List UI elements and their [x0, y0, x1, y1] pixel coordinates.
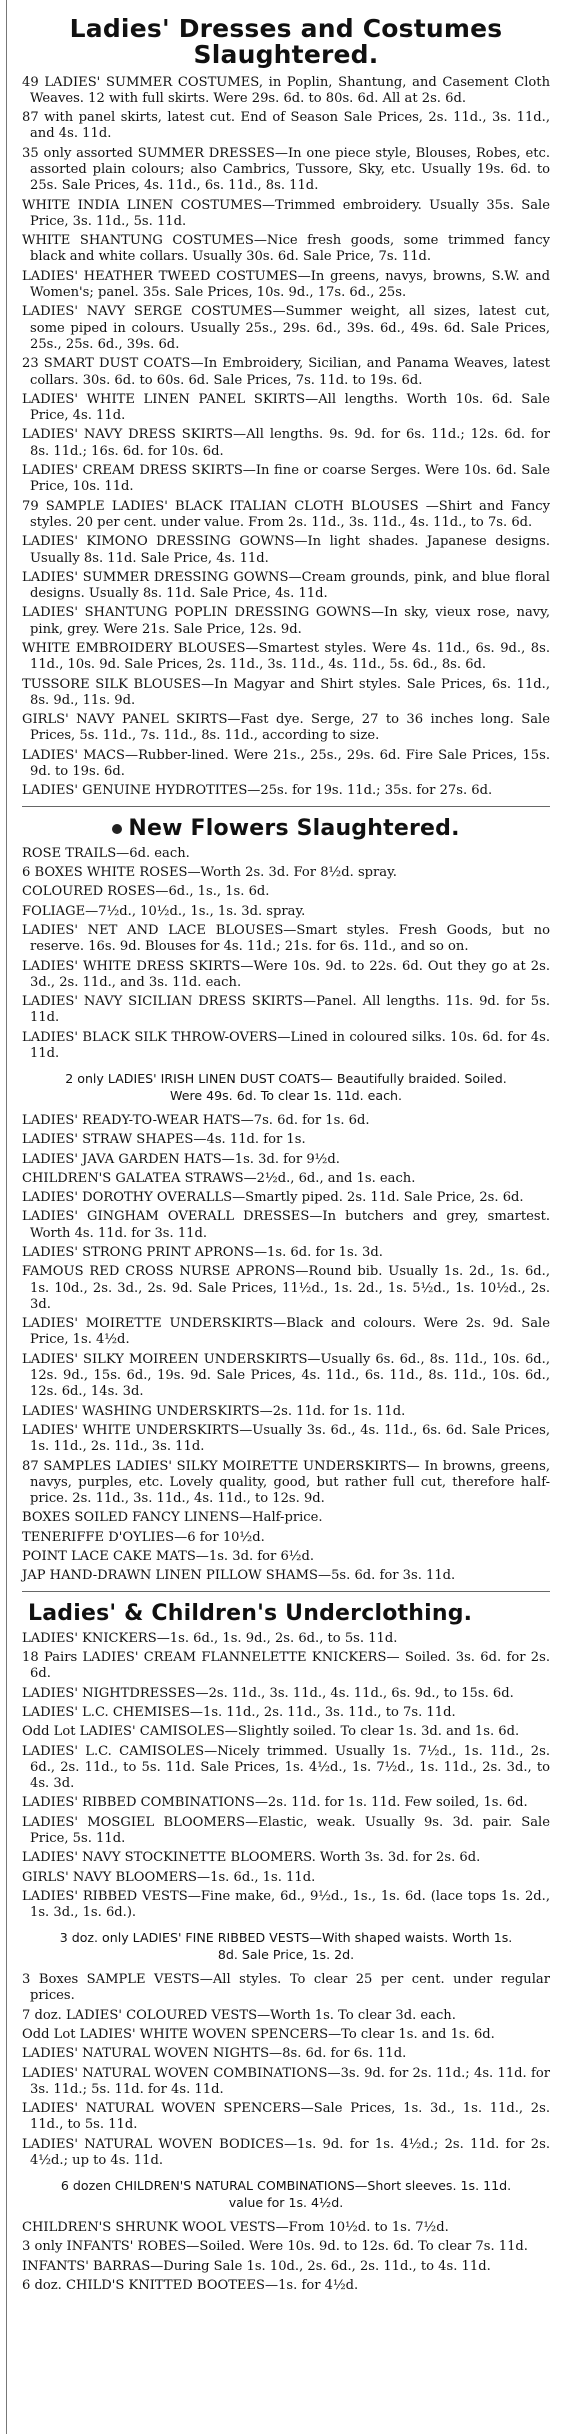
list-item: JAP HAND-DRAWN LINEN PILLOW SHAMS—5s. 6d. for 3s. 11d. [22, 1568, 456, 1584]
list-item: TENERIFFE D'OYLIES—6 for 10½d. [22, 1529, 265, 1545]
list-item: TUSSORE SILK BLOUSES—In Magyar and Shirt styles. Sale Prices, 6s. 11d., 8s. 9d., 11s. 9d. [22, 676, 550, 708]
list-item: LADIES' KIMONO DRESSING GOWNS—In light shades. Japanese designs. Usually 8s. 11d. Sale Price, 4s. 11d. [22, 534, 550, 566]
list-item: LADIES' STRONG PRINT APRONS—1s. 6d. for 1s. 3d. [22, 1245, 383, 1260]
sale-section [22, 16, 550, 800]
section-title-line: Slaughtered. [193, 40, 379, 70]
list-item: GIRLS' NAVY PANEL SKIRTS—Fast dye. Serge, 27 to 36 inches long. Sale Prices, 5s. 11d., 7s. 11d., 8s. 11d., according to size. [22, 712, 550, 744]
list-item: LADIES' NET AND LACE BLOUSES—Smart styles. Fresh Goods, but no reserve. 16s. 9d. Blouses for 4s. 11d.; 21s. for 6s. 11d., and so on. [22, 922, 550, 955]
list-item: Odd Lot LADIES' CAMISOLES—Slightly soiled. To clear 1s. 3d. and 1s. 6d. [22, 1724, 520, 1740]
section-title-line: Ladies' & Children's Underclothing. [28, 1600, 473, 1626]
list-item: LADIES' CREAM DRESS SKIRTS—In fine or coarse Serges. Were 10s. 6d. Sale Price, 10s. 11d. [22, 463, 550, 495]
list-item: LADIES' NATURAL WOVEN COMBINATIONS—3s. 9d. for 2s. 11d.; 4s. 11d. for 3s. 11d.; 5s. 11d. for 4s. 11d. [22, 2065, 550, 2097]
list-item: WHITE SHANTUNG COSTUMES—Nice fresh goods, some trimmed fancy black and white collars. Usually 30s. 6d. Sale Price, 7s. 11d. [22, 233, 550, 265]
item-list [22, 75, 550, 800]
list-item: 79 SAMPLE LADIES' BLACK ITALIAN CLOTH BLOUSES —Shirt and Fancy styles. 20 per cent. under value. From 2s. 11d., 3s. 11d., 4s. 11d., to 7s. 6d. [22, 498, 550, 530]
section-title-line: New Flowers Slaughtered. [128, 815, 460, 841]
list-item: LADIES' NIGHTDRESSES—2s. 11d., 3s. 11d., 4s. 11d., 6s. 9d., to 15s. 6d. [22, 1685, 514, 1701]
list-item: LADIES' L.C. CAMISOLES—Nicely trimmed. Usually 1s. 7½d., 1s. 11d., 2s. 6d., 2s. 11d., to 5s. 11d. Sale Prices, 1s. 4½d., 1s. 7½d., 1s. 11d., 2s. 3d., to 4s. 3d. [22, 1743, 550, 1792]
list-item: BOXES SOILED FANCY LINENS—Half-price. [22, 1510, 323, 1526]
list-item: LADIES' NATURAL WOVEN BODICES—1s. 9d. for 1s. 4½d.; 2s. 11d. for 2s. 4½d.; up to 4s. 11d. [22, 2136, 550, 2169]
featured-list-item: 2 only LADIES' IRISH LINEN DUST COATS— Beautifully braided. Soiled. Were 49s. 6d. To clear 1s. 11d. each. [65, 1071, 507, 1103]
list-item: LADIES' NAVY STOCKINETTE BLOOMERS. Worth 3s. 3d. for 2s. 6d. [22, 1850, 481, 1866]
bullet-dot-icon [112, 824, 122, 834]
list-item: Odd Lot LADIES' WHITE WOVEN SPENCERS—To clear 1s. and 1s. 6d. [22, 2026, 495, 2042]
list-item: 6 BOXES WHITE ROSES—Worth 2s. 3d. For 8½d. spray. [22, 865, 397, 881]
list-item: LADIES' WHITE LINEN PANEL SKIRTS—All lengths. Worth 10s. 6d. Sale Price, 4s. 11d. [22, 391, 550, 424]
list-item: WHITE INDIA LINEN COSTUMES—Trimmed embroidery. Usually 35s. Sale Price, 3s. 11d., 5s. 11d. [22, 197, 550, 229]
list-item: FAMOUS RED CROSS NURSE APRONS—Round bib. Usually 1s. 2d., 1s. 6d., 1s. 10d., 2s. 3d., 2s. 9d. Sale Prices, 11½d., 1s. 2d., 1s. 5½d., 1s. 10½d., 2s. 3d. [22, 1264, 550, 1312]
list-item: GIRLS' NAVY BLOOMERS—1s. 6d., 1s. 11d. [22, 1869, 316, 1885]
section-divider [22, 806, 550, 807]
list-item: FOLIAGE—7½d., 10½d., 1s., 1s. 3d. spray. [22, 903, 306, 919]
list-item: LADIES' MACS—Rubber-lined. Were 21s., 25s., 29s. 6d. Fire Sale Prices, 15s. 9d. to 19s. 6d. [22, 747, 550, 780]
section-title-line: Ladies' Dresses and Costumes [69, 14, 503, 43]
featured-list-item: 3 doz. only LADIES' FINE RIBBED VESTS—With shaped waists. Worth 1s. 8d. Sale Price, 1s. 2d. [59, 1930, 513, 1962]
section-title [22, 16, 550, 69]
list-item: LADIES' READY-TO-WEAR HATS—7s. 6d. for 1s. 6d. [22, 1112, 370, 1128]
list-item: CHILDREN'S SHRUNK WOOL VESTS—From 10½d. to 1s. 7½d. [22, 2219, 449, 2235]
list-item: LADIES' RIBBED VESTS—Fine make, 6d., 9½d., 1s., 1s. 6d. (lace tops 1s. 2d., 1s. 3d., 1s. 6d.). [22, 1888, 550, 1921]
list-item: ROSE TRAILS—6d. each. [22, 845, 190, 861]
list-item: 6 doz. CHILD'S KNITTED BOOTEES—1s. for 4½d. [22, 2277, 359, 2293]
sale-section [22, 806, 550, 1585]
list-item: POINT LACE CAKE MATS—1s. 3d. for 6½d. [22, 1549, 315, 1565]
featured-list-item: 6 dozen CHILDREN'S NATURAL COMBINATIONS—Short sleeves. 1s. 11d. value for 1s. 4½d. [60, 2178, 512, 2210]
list-item: INFANTS' BARRAS—During Sale 1s. 10d., 2s. 6d., 2s. 11d., to 4s. 11d. [22, 2258, 491, 2274]
list-item: 3 Boxes SAMPLE VESTS—All styles. To clear 25 per cent. under regular prices. [22, 1972, 550, 2004]
list-item: LADIES' WASHING UNDERSKIRTS—2s. 11d. for 1s. 11d. [22, 1403, 406, 1419]
list-item: LADIES' HEATHER TWEED COSTUMES—In greens, navys, browns, S.W. and Women's; panel. 35s. Sale Prices, 10s. 9d., 17s. 6d., 25s. [22, 268, 550, 301]
list-item: LADIES' NATURAL WOVEN SPENCERS—Sale Prices, 1s. 3d., 1s. 11d., 2s. 11d., to 5s. 11d. [22, 2101, 550, 2133]
list-item: 35 only assorted SUMMER DRESSES—In one piece style, Blouses, Robes, etc. assorted plain colours; also Cambrics, Tussore, Sky, etc. Usually 19s. 6d. to 25s. Sale Prices, 4s. 11d., 6s. 11d., 8s. 11d. [22, 145, 550, 194]
list-item: 7 doz. LADIES' COLOURED VESTS—Worth 1s. To clear 3d. each. [22, 2007, 456, 2023]
list-item: 87 SAMPLES LADIES' SILKY MOIRETTE UNDERSKIRTS— In browns, greens, navys, purples, etc. Lovely quality, good, but rather full cut, therefore half-price. 2s. 11d., 3s. 11d., 4s. 11d., to 12s. 9d. [22, 1458, 550, 1507]
list-item: LADIES' WHITE DRESS SKIRTS—Were 10s. 9d. to 22s. 6d. Out they go at 2s. 3d., 2s. 11d., and 3s. 11d. each. [22, 958, 550, 990]
list-item: LADIES' NAVY SICILIAN DRESS SKIRTS—Panel. All lengths. 11s. 9d. for 5s. 11d. [22, 994, 550, 1026]
list-item: LADIES' KNICKERS—1s. 6d., 1s. 9d., 2s. 6d., to 5s. 11d. [22, 1630, 398, 1646]
section-title [22, 817, 550, 840]
list-item: 3 only INFANTS' ROBES—Soiled. Were 10s. 9d. to 12s. 6d. To clear 7s. 11d. [22, 2239, 528, 2255]
list-item: LADIES' MOIRETTE UNDERSKIRTS—Black and colours. Were 2s. 9d. Sale Price, 1s. 4½d. [22, 1316, 550, 1348]
list-item: COLOURED ROSES—6d., 1s., 1s. 6d. [22, 884, 270, 900]
section-divider [22, 1591, 550, 1592]
list-item: 49 LADIES' SUMMER COSTUMES, in Poplin, Shantung, and Casement Cloth Weaves. 12 with full skirts. Were 29s. 6d. to 80s. 6d. All at 2s. 6d. [22, 74, 550, 106]
list-item: CHILDREN'S GALATEA STRAWS—2½d., 6d., and 1s. each. [22, 1170, 416, 1186]
list-item: LADIES' STRAW SHAPES—4s. 11d. for 1s. [22, 1132, 306, 1148]
list-item: LADIES' NATURAL WOVEN NIGHTS—8s. 6d. for 6s. 11d. [22, 2046, 407, 2062]
list-item: LADIES' SILKY MOIREEN UNDERSKIRTS—Usually 6s. 6d., 8s. 11d., 10s. 6d., 12s. 9d., 15s. 6d., 19s. 9d. Sale Prices, 4s. 11d., 6s. 11d., 8s. 11d., 10s. 6d., 12s. 6d., 14s. 3d. [22, 1351, 550, 1400]
list-item: LADIES' RIBBED COMBINATIONS—2s. 11d. for 1s. 11d. Few soiled, 1s. 6d. [22, 1795, 528, 1811]
item-list [22, 846, 550, 1585]
list-item: LADIES' NAVY DRESS SKIRTS—All lengths. 9s. 9d. for 6s. 11d.; 12s. 6d. for 8s. 11d.; 16s. 6d. for 10s. 6d. [22, 427, 550, 459]
item-list [22, 1631, 550, 2294]
sale-section [22, 1591, 550, 2294]
list-item: LADIES' GINGHAM OVERALL DRESSES—In butchers and grey, smartest. Worth 4s. 11d. for 3s. 11d. [22, 1209, 550, 1241]
list-item: 87 with panel skirts, latest cut. End of Season Sale Prices, 2s. 11d., 3s. 11d., and 4s. 11d. [22, 110, 550, 142]
list-item: LADIES' SHANTUNG POPLIN DRESSING GOWNS—In sky, vieux rose, navy, pink, grey. Were 21s. Sale Price, 12s. 9d. [22, 605, 550, 637]
list-item: LADIES' DOROTHY OVERALLS—Smartly piped. 2s. 11d. Sale Price, 2s. 6d. [22, 1190, 524, 1206]
list-item: 23 SMART DUST COATS—In Embroidery, Sicilian, and Panama Weaves, latest collars. 30s. 6d. to 60s. 6d. Sale Prices, 7s. 11d. to 19s. 6d. [22, 356, 550, 388]
list-item: 18 Pairs LADIES' CREAM FLANNELETTE KNICKERS— Soiled. 3s. 6d. for 2s. 6d. [22, 1650, 550, 1682]
list-item: LADIES' NAVY SERGE COSTUMES—Summer weight, all sizes, latest cut, some piped in colours. Usually 25s., 29s. 6d., 39s. 6d., 49s. 6d. Sale Prices, 25s., 25s. 6d., 39s. 6d. [22, 304, 550, 352]
list-item: LADIES' WHITE UNDERSKIRTS—Usually 3s. 6d., 4s. 11d., 6s. 6d. Sale Prices, 1s. 11d., 2s. 11d., 3s. 11d. [22, 1422, 550, 1455]
list-item: LADIES' MOSGIEL BLOOMERS—Elastic, weak. Usually 9s. 3d. pair. Sale Price, 5s. 11d. [22, 1814, 550, 1846]
list-item: LADIES' SUMMER DRESSING GOWNS—Cream grounds, pink, and blue floral designs. Usually 8s. 11d. Sale Price, 4s. 11d. [22, 569, 550, 602]
section-title [22, 1602, 550, 1625]
list-item: WHITE EMBROIDERY BLOUSES—Smartest styles. Were 4s. 11d., 6s. 9d., 8s. 11d., 10s. 9d. Sale Prices, 2s. 11d., 3s. 11d., 4s. 11d., 5s. 6d., 8s. 6d. [22, 641, 550, 673]
list-item: LADIES' JAVA GARDEN HATS—1s. 3d. for 9½d. [22, 1151, 340, 1167]
list-item: LADIES' BLACK SILK THROW-OVERS—Lined in coloured silks. 10s. 6d. for 4s. 11d. [22, 1029, 550, 1062]
list-item: LADIES' L.C. CHEMISES—1s. 11d., 2s. 11d., 3s. 11d., to 7s. 11d. [22, 1704, 456, 1720]
list-item: LADIES' GENUINE HYDROTITES—25s. for 19s. 11d.; 35s. for 27s. 6d. [22, 783, 493, 799]
